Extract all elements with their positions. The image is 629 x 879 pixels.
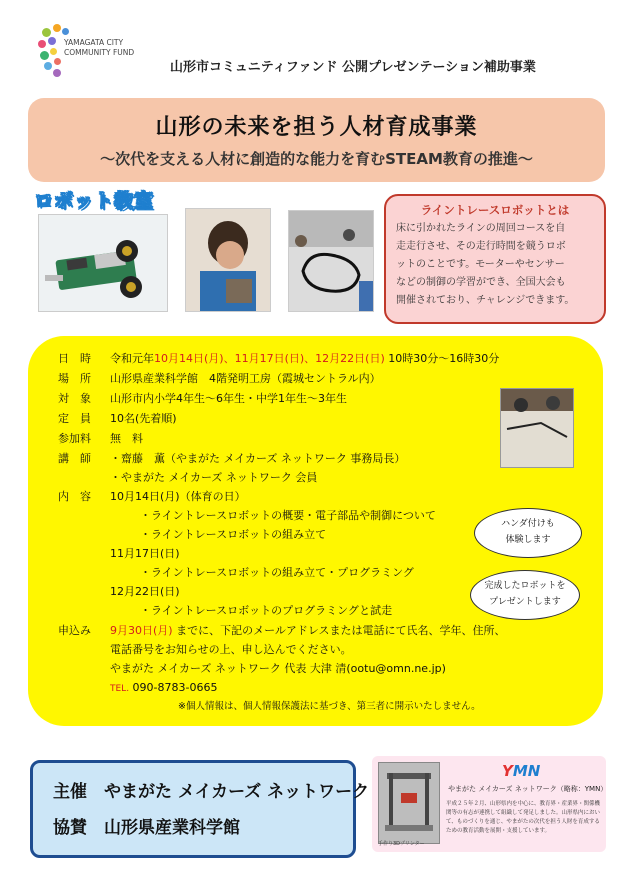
host-text: 主催 やまがた メイカーズ ネットワーク [53, 782, 370, 802]
capacity-label: 定 員 [58, 412, 91, 425]
title-banner [28, 98, 605, 182]
ymn-logo-y: Y [502, 762, 513, 780]
header-subtitle: 山形市コミュニティファンド 公開プレゼンテーション補助事業 [170, 60, 536, 75]
date-prefix: 令和元年 [110, 352, 154, 365]
logo-line1: YAMAGATA CITY [64, 38, 124, 47]
fee-label: 参加料 [58, 432, 91, 445]
content-item: ・ライントレースロボットのプログラミングと試走 [140, 604, 393, 617]
apply-line2: 電話番号をお知らせの上、申し込んでください。 [110, 643, 352, 656]
privacy-note: ※個人情報は、個人情報保護法に基づき、第三者に開示いたしません。 [178, 701, 481, 712]
ymn-info-box [372, 756, 606, 852]
apply-contact: やまがた メイカーズ ネットワーク 代表 大津 清(ootu@omn.ne.jp) [110, 662, 446, 675]
content-item: ・ライントレースロボットの組み立て・プログラミング [140, 566, 414, 579]
target-label: 対 象 [58, 392, 91, 405]
banner-title: 山形の未来を担う人材育成事業 [155, 115, 478, 140]
content-day2: 11月17日(日) [110, 547, 180, 560]
line-trace-info-box [384, 194, 606, 324]
soldering-speech-bubble [474, 508, 582, 558]
instructor-line2: ・やまがた メイカーズ ネットワーク 会員 [110, 471, 318, 484]
apply-tel [110, 681, 217, 696]
organizer-box [30, 760, 370, 858]
sponsor-text: 協賛 山形県産業科学館 [53, 818, 240, 838]
robot-class-label: ロボット教室 [34, 190, 155, 212]
event-dates: 10月14日(月)、11月17日(日)、12月22日(日) [154, 352, 385, 365]
info-line: などの制御の学習ができ、全国大会も [396, 277, 566, 288]
info-line: ットのことです。モーターやセンサー [396, 259, 565, 270]
banner-subtitle: ～次代を支える人材に創造的な能力を育むSTEAM教育の推進～ [100, 150, 533, 168]
apply-label: 申込み [58, 624, 91, 637]
apply-deadline: 9月30日(月) [110, 624, 173, 637]
content-day3: 12月22日(日) [110, 585, 180, 598]
info-line: 床に引かれたラインの周回コースを自 [396, 223, 566, 234]
info-box-body [396, 220, 596, 310]
info-line: 開催されており、チャレンジできます。 [396, 295, 575, 306]
capacity-value: 10名(先着順) [110, 412, 177, 425]
place-value: 山形県産業科学館 4階発明工房（霞城セントラル内） [110, 372, 381, 385]
bubble1-line1: ハンダ付けも [501, 519, 555, 529]
content-day1: 10月14日(月)（体育の日） [110, 490, 246, 503]
tel-label: TEL. [110, 684, 130, 694]
ymn-photo-caption: 手作り3Dプリンター [378, 841, 425, 847]
course-test-photo [500, 388, 574, 468]
robot-course-photo [288, 210, 374, 312]
instructor-label: 講 師 [58, 452, 91, 465]
bubble2-line1: 完成したロボットを [484, 581, 566, 591]
logo-line2: COMMUNITY FUND [64, 48, 135, 57]
ymn-description: 平成２５年２月、山形県内を中心に、教育界・産業界・関係機関等の有志が連携して組織して発足しました。山形県内において、ものづくりを通じ、やまがたの次代を担う人財を育成するための教育活動を展開・支援しています。 [446, 801, 601, 834]
ymn-name: やまがた メイカーズ ネットワーク（略称：YMN） [448, 785, 608, 793]
ymn-logo-rest: MN [512, 762, 541, 780]
ymn-logo [502, 762, 540, 780]
info-line: 走走行させ、その走行時間を競うロボ [396, 241, 566, 252]
content-label: 内 容 [58, 490, 91, 503]
3d-printer-photo [378, 762, 440, 844]
apply-line1: までに、下記のメールアドレスまたは電話にて氏名、学年、住所、 [172, 624, 506, 637]
present-speech-bubble [470, 570, 580, 620]
fee-value: 無 料 [110, 432, 143, 445]
place-label: 場 所 [58, 372, 91, 385]
target-value: 山形市内小学4年生～6年生・中学1年生～3年生 [110, 392, 347, 405]
bubble2-line2: プレゼントします [489, 597, 561, 607]
content-item: ・ライントレースロボットの概要・電子部品や制御について [140, 509, 436, 522]
info-box-title: ライントレースロボットとは [420, 203, 570, 217]
content-item: ・ライントレースロボットの組み立て [140, 528, 327, 541]
instructor-line1: ・齋藤 薫（やまがた メイカーズ ネットワーク 事務局長） [110, 452, 406, 465]
tel-number: 090-8783-0665 [129, 681, 218, 694]
bubble1-line2: 体験します [505, 535, 551, 545]
soldering-child-photo [185, 208, 271, 312]
community-fund-logo [38, 24, 158, 84]
date-label: 日 時 [58, 352, 91, 365]
robot-circuit-photo [38, 214, 168, 312]
event-time: 10時30分～16時30分 [384, 352, 500, 365]
